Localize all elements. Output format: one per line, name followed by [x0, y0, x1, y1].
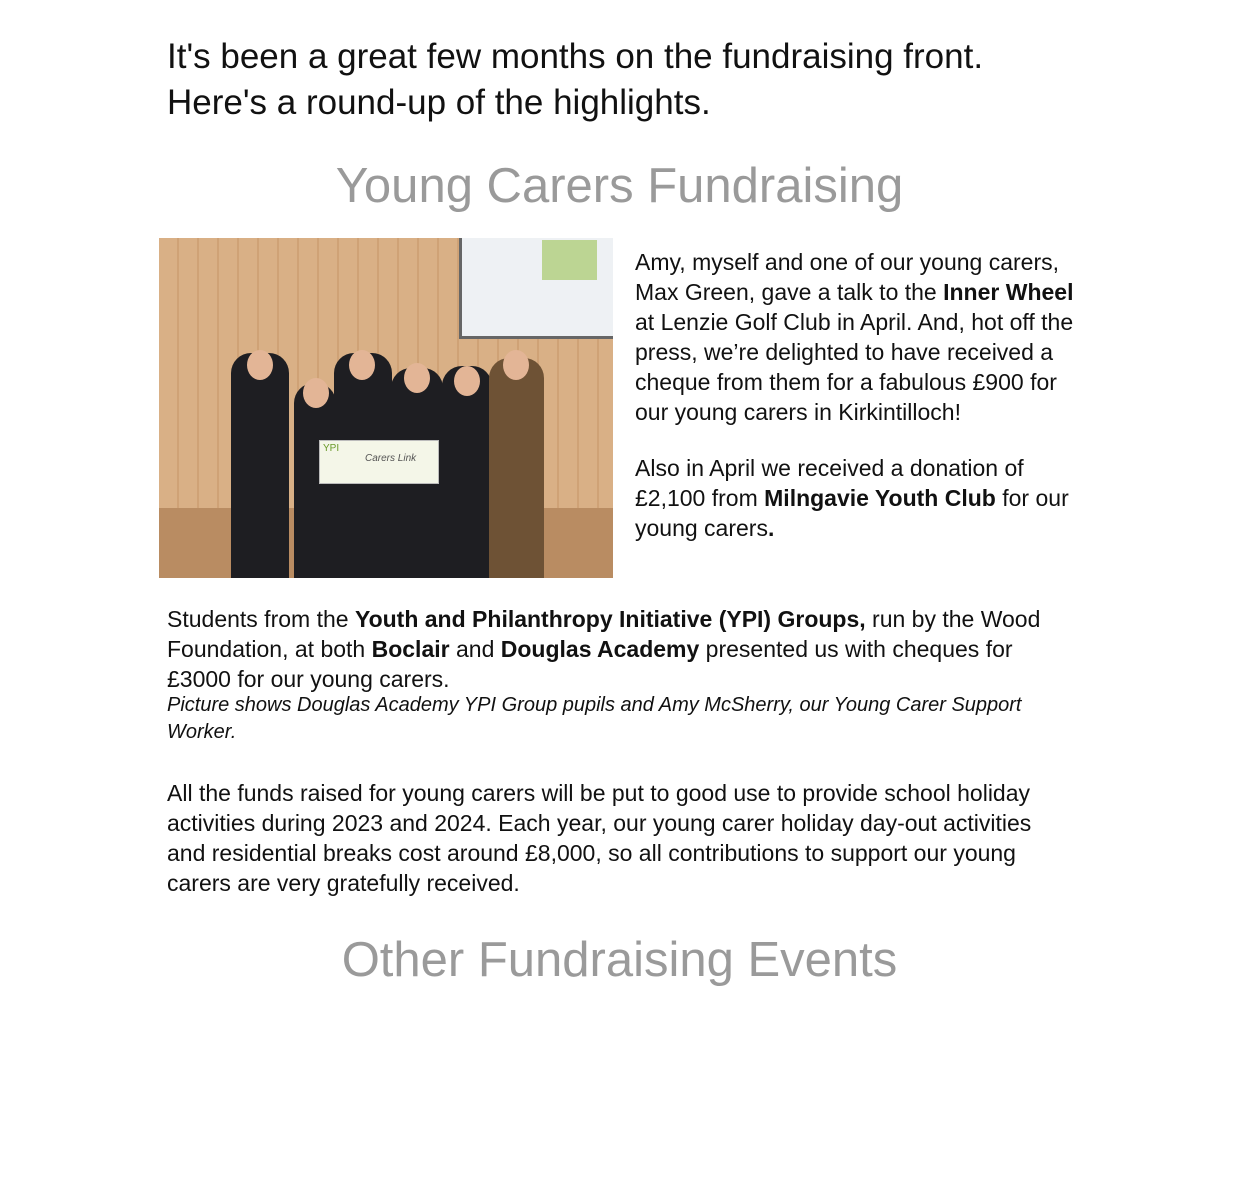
- intro-line-2: Here's a round-up of the highlights.: [167, 83, 711, 122]
- funds-paragraph: All the funds raised for young carers will be put to good use to provide school holiday activities during 2023 and 2024. Each year, our young carer holiday day-out activities and residential breaks cost around £8,000, so all contributions to support our young carers are very gratefully received.: [167, 780, 1032, 896]
- cheque: YPI Carers Link: [319, 440, 439, 484]
- inner-wheel-text: Amy, myself and one of our young carers, Max Green, gave a talk to the Inner Wheel at Lenzie Golf Club in April. And, hot off the press, we’re delighted to have received a cheque from them for a fabulous £900 for our young carers in Kirkintilloch! Also in April we received a donation of £2,100 from Milngavie Youth Club for our young carers.: [635, 249, 1074, 541]
- intro-text: [167, 34, 1167, 126]
- ypi-group-photo: [159, 238, 613, 578]
- section-heading-young-carers: Young Carers Fundraising: [335, 159, 904, 213]
- projector-screen: [459, 238, 613, 339]
- intro-line-1: It's been a great few months on the fundraising front.: [167, 37, 984, 76]
- ypi-paragraph: Students from the Youth and Philanthropy Initiative (YPI) Groups, run by the Wood Foundation, at both Boclair and Douglas Academy presented us with cheques for £3000 for our young carers.: [167, 606, 1041, 692]
- photo-caption: Picture shows Douglas Academy YPI Group pupils and Amy McSherry, our Young Carer Support Worker.: [167, 694, 1022, 743]
- section-heading-other-events: Other Fundraising Events: [341, 933, 898, 987]
